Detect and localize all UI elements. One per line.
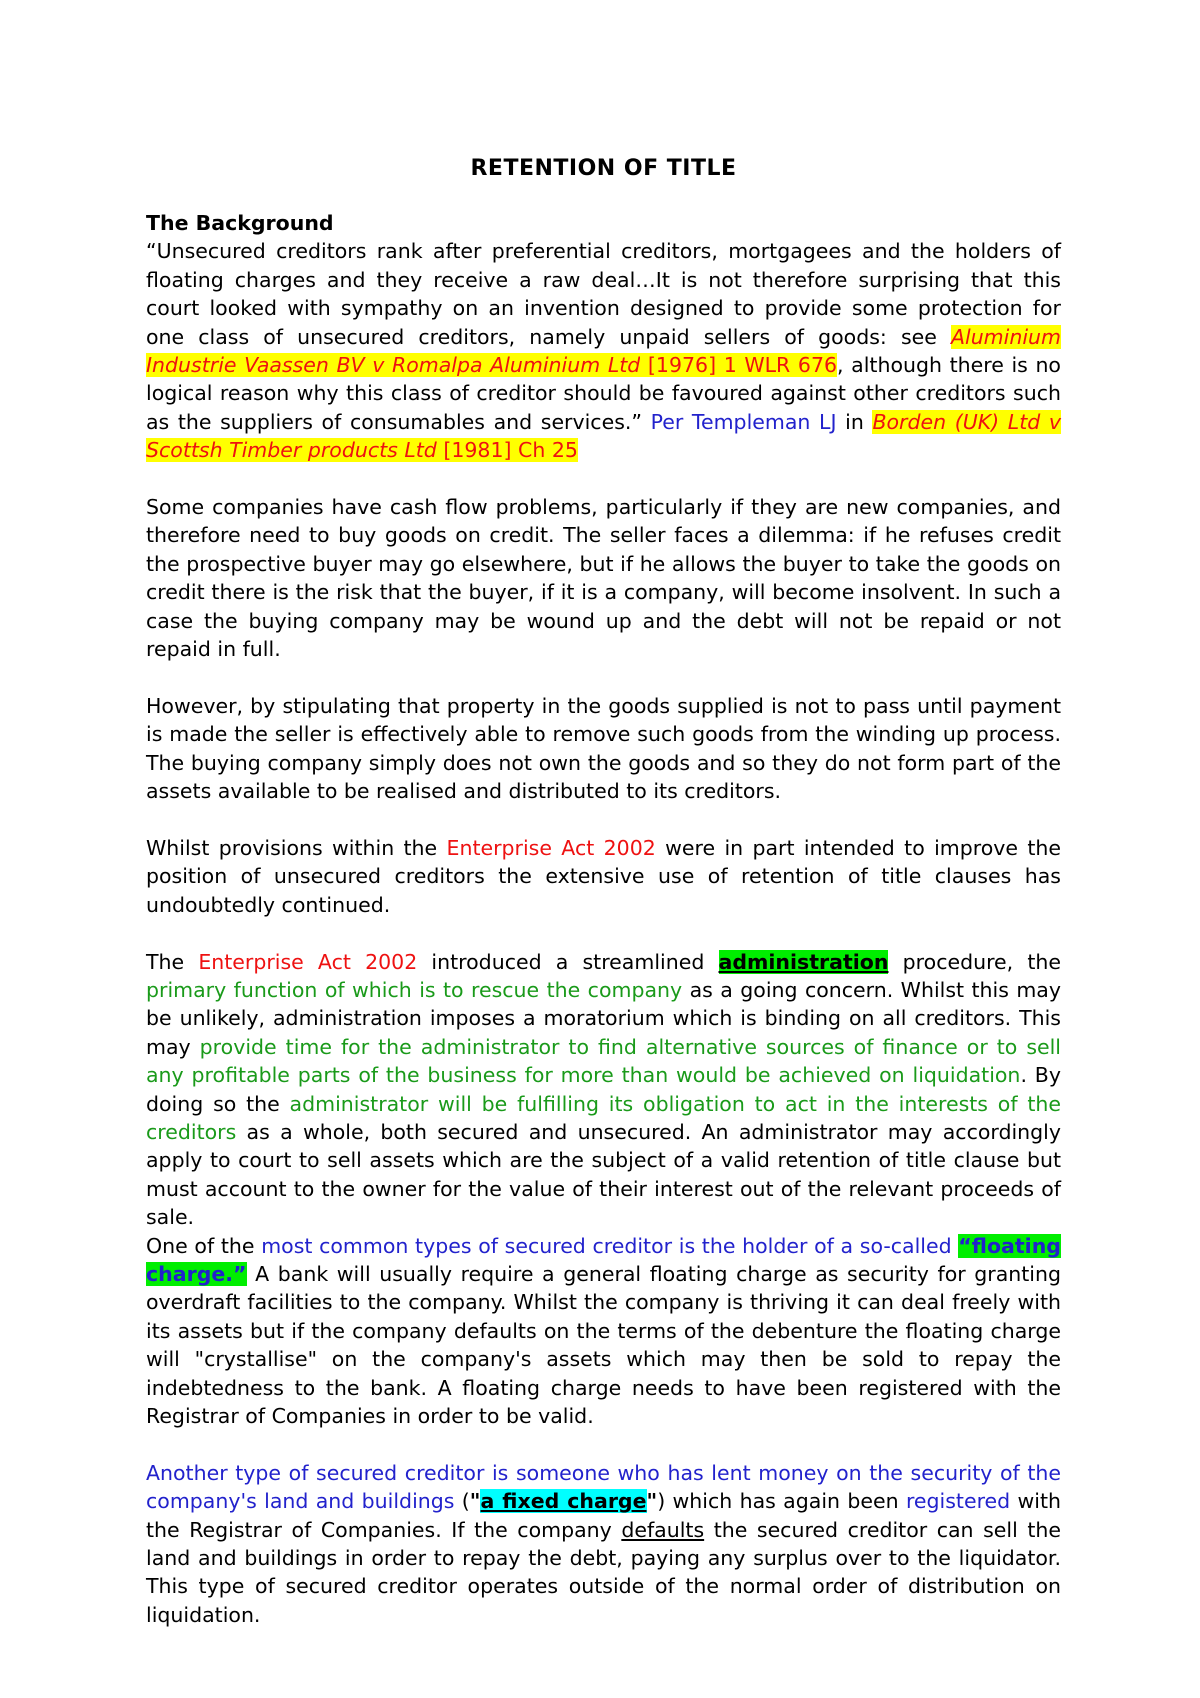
text-run: Whilst provisions within the [146,835,447,860]
text-run: ( [454,1489,470,1514]
text-run: A bank will usually require a general floating charge as security for granting overdraft facilities to the company. Whilst the company is thriving it can deal freely with its assets but if the company defaults on the terms of the debenture the floating charge will "crystallise" on the company's assets which may then be sold to repay the indebtedness to the bank. A floating charge needs to have been registered with the Registrar of Companies in order to be valid. [146,1261,1061,1428]
document-title: RETENTION OF TITLE [470,156,737,181]
paragraph-floating-charge [146,1232,1061,1431]
text-run: in [836,409,873,434]
paragraph-cash-flow: Some companies have cash flow problems, particularly if they are new companies, and therefore need to buy goods on credit. The seller faces a dilemma: if he refuses credit the prospective buyer may go elsewhere, but if he allows the buyer to take the goods on credit there is the risk that the buyer, if it is a company, will become insolvent. In such a case the buying company may be wound up and the debt will not be repaid or not repaid in full. [146,495,1061,662]
citation-reference: [1981] Ch 25 [436,438,578,463]
text-run: “Unsecured creditors rank after preferential creditors, mortgagees and the holders of floating charges and they receive a raw deal…It is not therefore surprising that this court looked with sympathy on an invention designed to provide some protection for one class of unsecured creditors, namely unpaid sellers of goods: see [146,239,1061,349]
green-text: primary function of which is to rescue the company [146,977,683,1002]
text-run: One of the [146,1233,262,1258]
case-citation-borden: Borden (UK) Ltd v Scottsh Timber products Ltd [146,409,1062,463]
highlight-fixed-charge: a fixed charge [480,1489,647,1514]
paragraph-enterprise-act [146,834,1061,919]
text-run: as a going concern. Whilst this may be unlikely, administration imposes a moratorium which is binding on all creditors. This may [146,977,1061,1059]
blue-text: Another type of secured creditor is someone who has lent money on the security of the company's land and buildings [146,1460,1061,1514]
text-run: the secured creditor can sell the land and buildings in order to repay the debt, paying any surplus over to the liquidator. This type of secured creditor operates outside of the normal order of distribution on liquidation. [146,1517,1061,1627]
text-run: The [146,949,199,974]
act-name: Enterprise Act 2002 [446,835,656,860]
text-run: , although there is no logical reason why this class of creditor should be favoured against other creditors such as the suppliers of consumables and services.” [146,353,1061,434]
section-heading: The Background [146,211,334,235]
highlight-administration: administration [718,949,889,974]
text-run: introduced a streamlined [417,949,719,974]
paragraph-quote [146,237,1061,464]
paragraph-fixed-charge [146,1459,1061,1629]
quote-mark: " [646,1489,658,1514]
text-run: ) which has again been [657,1489,906,1514]
text-run: were in part intended to improve the position of unsecured creditors the extensive use of retention of title clauses has undoubtedly continued. [146,835,1061,917]
highlight-floating-charge: “floating charge.” [146,1233,1061,1286]
act-name: Enterprise Act 2002 [198,949,418,974]
green-text: administrator will be fulfilling its obligation to act in the interests of the creditors [146,1091,1061,1144]
blue-text: most common types of secured creditor is the holder of a so-called [261,1233,959,1258]
case-citation-romalpa: Aluminium Industrie Vaassen BV v Romalpa Aluminium Ltd [146,324,1061,378]
quote-mark: " [469,1489,481,1514]
underlined-text: defaults [621,1517,705,1542]
judge-name: Per Templeman LJ [650,409,837,434]
paragraph-stipulating: However, by stipulating that property in the goods supplied is not to pass until payment is made the seller is effectively able to remove such goods from the winding up process. The buying company simply does not own the goods and so they do not form part of the assets available to be realised and distributed to its creditors. [146,693,1061,804]
text-run: procedure, the [888,949,1061,974]
text-run: with the Registrar of Companies. If the company [146,1489,1062,1542]
document-body [146,155,1061,1629]
green-text: provide time for the administrator to find alternative sources of finance or to sell any profitable parts of the business for more than would be achieved on liquidation [146,1034,1061,1088]
blue-text: registered [905,1489,1011,1514]
citation-reference: [1976] 1 WLR 676 [640,353,838,378]
paragraph-administration [146,948,1061,1232]
text-run: as a whole, both secured and unsecured. An administrator may accordingly apply to court to sell assets which are the subject of a valid retention of title clause but must account to the owner for the value of their interest out of the relevant proceeds of sale. [146,1119,1061,1230]
text-run: . By doing so the [146,1063,1061,1116]
